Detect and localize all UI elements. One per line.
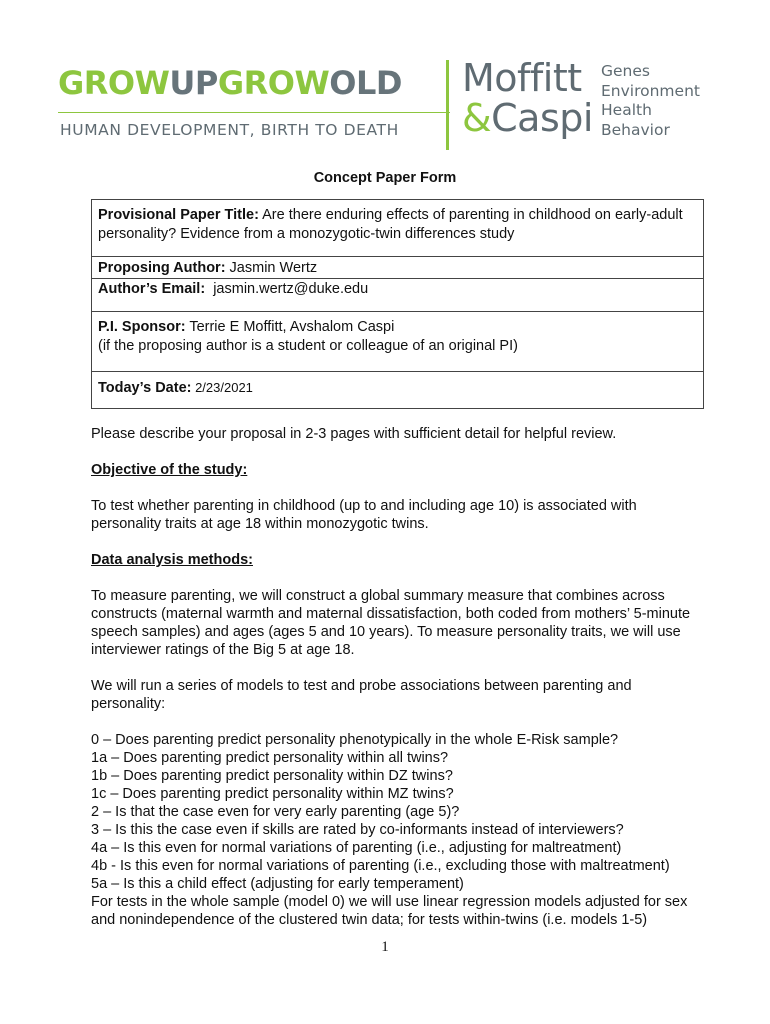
model-item-3: 3 – Is this the case even if skills are rated by co-informants instead of interviewers? <box>91 822 624 838</box>
pi-note: (if the proposing author is a student or colleague of an original PI) <box>98 338 518 354</box>
models-intro: We will run a series of models to test and probe associations between parenting and personality: <box>91 678 632 712</box>
logo-divider <box>58 112 450 113</box>
email-label: Author’s Email: <box>98 281 206 297</box>
logo-tag-environment: Environment <box>601 81 700 100</box>
tests-paragraph: For tests in the whole sample (model 0) we will use linear regression models adjusted for sex and nonindependence of the clustered twin data; for tests within-twins (i.e. models 1-5) <box>91 894 688 928</box>
title-value: Are there enduring effects of parenting in childhood on early-adult personality? Evidence from a monozygotic-twin differences study <box>98 207 683 242</box>
logo-wordmark: GROWUPGROWOLD <box>58 64 402 102</box>
form-row-pi-sponsor <box>92 312 703 372</box>
author-value: Jasmin Wertz <box>225 260 318 276</box>
model-item-0: 0 – Does parenting predict personality phenotypically in the whole E-Risk sample? <box>91 732 619 748</box>
model-item-4b: 4b - Is this even for normal variations of parenting (i.e., excluding those with maltreatment) <box>91 858 670 874</box>
objective-heading: Objective of the study: <box>91 462 248 478</box>
form-row-author <box>92 257 703 279</box>
pi-value: Terrie E Moffitt, Avshalom Caspi <box>185 319 395 335</box>
model-item-1a: 1a – Does parenting predict personality within all twins? <box>91 750 449 766</box>
proposal-body <box>91 425 706 929</box>
form-row-date <box>92 372 703 408</box>
methods-heading: Data analysis methods: <box>91 552 253 568</box>
model-item-5a: 5a – Is this a child effect (adjusting for early temperament) <box>91 876 464 892</box>
logo-subtitle: HUMAN DEVELOPMENT, BIRTH TO DEATH <box>60 121 399 139</box>
model-item-2: 2 – Is that the case even for very early parenting (age 5)? <box>91 804 460 820</box>
model-item-1c: 1c – Does parenting predict personality within MZ twins? <box>91 786 454 802</box>
pi-label: P.I. Sponsor: <box>98 319 186 335</box>
logo-caspi-line: &Caspi <box>462 96 593 140</box>
date-value: 2/23/2021 <box>191 380 253 395</box>
form-row-title <box>92 200 703 257</box>
date-label: Today’s Date: <box>98 380 192 396</box>
logo-tag-genes: Genes <box>601 62 650 80</box>
logo-tag-behavior: Behavior <box>601 120 670 139</box>
objective-paragraph: To test whether parenting in childhood (up to and including age 10) is associated with personality traits at age 18 within monozygotic twins. <box>91 498 637 532</box>
model-item-4a: 4a – Is this even for normal variations of parenting (i.e., adjusting for maltreatment) <box>91 840 622 856</box>
page-number: 1 <box>381 939 389 955</box>
moffitt-caspi-logo <box>462 58 593 138</box>
logo-moffitt: Moffitt <box>462 56 582 100</box>
concept-form-table <box>91 199 704 409</box>
title-label: Provisional Paper Title: <box>98 207 259 223</box>
form-heading: Concept Paper Form <box>313 170 457 186</box>
form-row-email <box>92 279 703 312</box>
email-value: jasmin.wertz@duke.edu <box>205 281 369 297</box>
methods-paragraph: To measure parenting, we will construct a global summary measure that combines across constructs (maternal warmth and maternal dissatisfaction, both coded from mothers’ 5-minute speech samples) and ages (ages 5 and 10 years). To measure personality traits, we will use interviewer ratings of the Big 5 at age 18. <box>91 588 691 658</box>
logo-tags <box>601 62 700 140</box>
logo-vertical-divider <box>446 60 449 150</box>
author-label: Proposing Author: <box>98 260 226 276</box>
logo-tag-health: Health <box>601 101 652 119</box>
intro-paragraph: Please describe your proposal in 2-3 pages with sufficient detail for helpful review. <box>91 426 617 442</box>
growupgrowold-logo <box>58 64 458 139</box>
model-item-1b: 1b – Does parenting predict personality within DZ twins? <box>91 768 453 784</box>
